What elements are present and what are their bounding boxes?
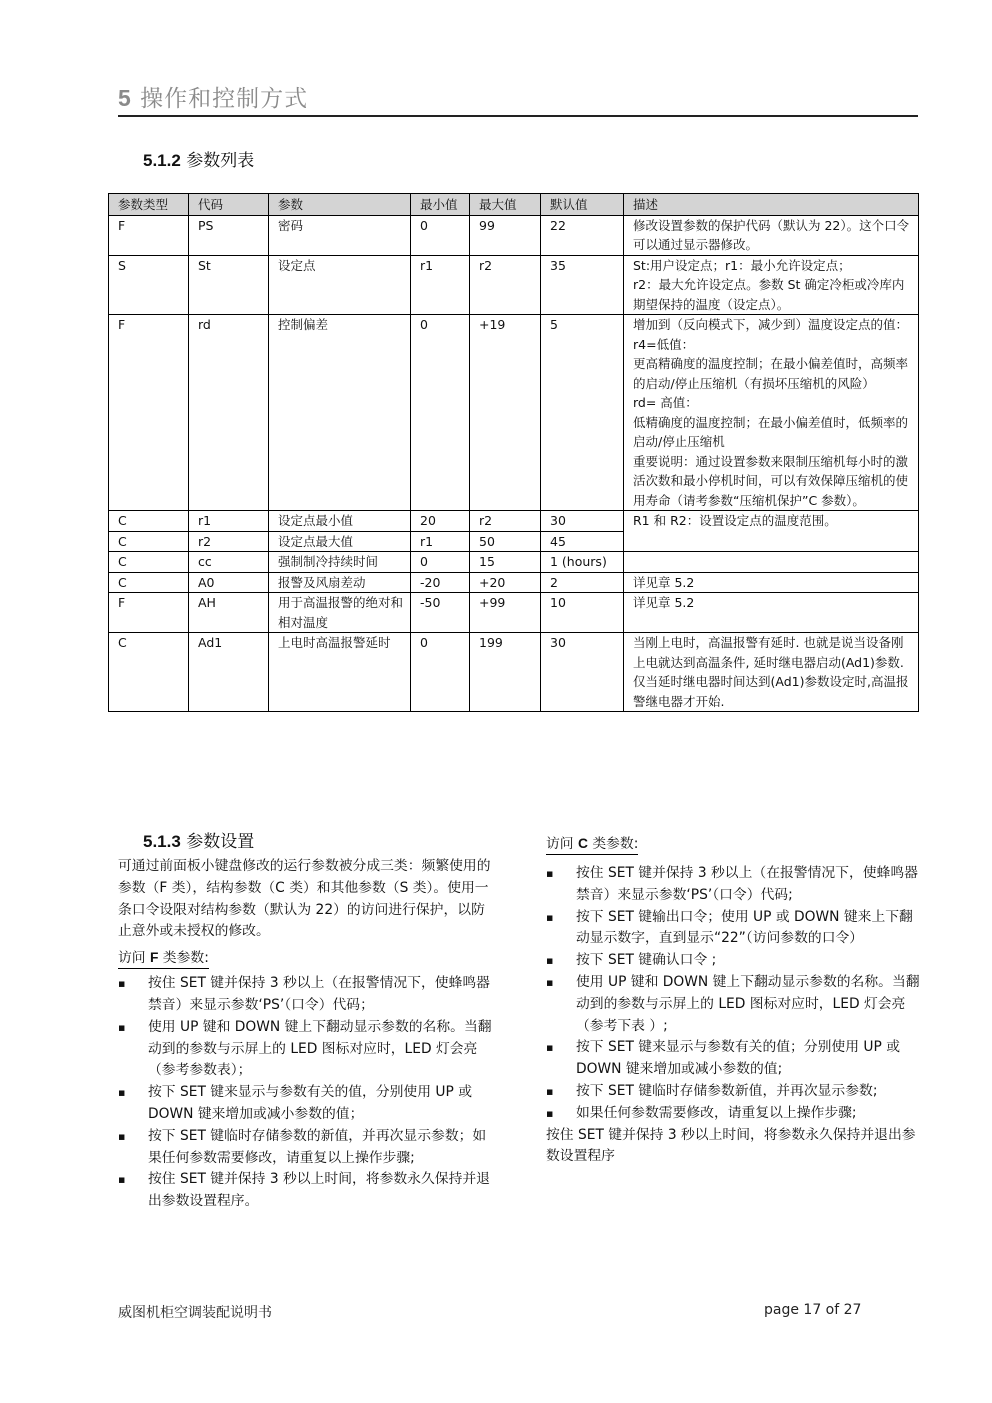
cell-max: +20: [470, 572, 541, 593]
cell-param: 设定点: [269, 255, 411, 315]
cell-default: 30: [541, 511, 624, 532]
cell-max: +99: [470, 593, 541, 633]
cell-min: r1: [411, 255, 470, 315]
cell-type: S: [109, 255, 189, 315]
cell-max: +19: [470, 315, 541, 511]
cell-type: C: [109, 511, 189, 532]
list-item: ▪ 按下 SET 键来显示与参数有关的值；分别使用 UP 或 DOWN 键来增加或减小参数的值;: [546, 1037, 926, 1081]
cell-code: A0: [189, 572, 269, 593]
left-column: [118, 856, 498, 1213]
access-c-prefix: 访问: [546, 836, 578, 852]
cell-max: 199: [470, 633, 541, 712]
cell-desc: 修改设置参数的保护代码（默认为 22）。这个口令可以通过显示器修改。: [624, 215, 919, 255]
table-row: [109, 255, 919, 315]
section-5-1-3-heading: [143, 827, 254, 852]
cell-max: 99: [470, 215, 541, 255]
cell-desc: [624, 552, 919, 573]
table-row: [109, 572, 919, 593]
chapter-heading: [118, 80, 918, 117]
cell-default: 22: [541, 215, 624, 255]
header-desc: 描述: [624, 194, 919, 216]
access-f-heading: [118, 948, 209, 969]
header-param: 参数: [269, 194, 411, 216]
cell-max: r2: [470, 511, 541, 532]
section-5-1-2-heading: [143, 146, 254, 171]
cell-default: 35: [541, 255, 624, 315]
cell-type: C: [109, 633, 189, 712]
intro-paragraph: 可通过前面板小键盘修改的运行参数被分成三类：频繁使用的参数（F 类），结构参数（C 类）和其他参数（S 类）。使用一条口令设限对结构参数（默认为 22）的访问进行保护，以防止意外或未授权的修改。: [118, 858, 491, 940]
cell-min: 0: [411, 215, 470, 255]
section-title: 参数设置: [186, 832, 255, 852]
cell-desc: R1 和 R2：设置设定点的温度范围。: [624, 511, 919, 552]
cell-param: 强制制冷持续时间: [269, 552, 411, 573]
cell-param: 用于高温报警的绝对和相对温度: [269, 593, 411, 633]
cell-code: cc: [189, 552, 269, 573]
table-header-row: [109, 194, 919, 216]
cell-min: -20: [411, 572, 470, 593]
cell-default: 45: [541, 531, 624, 552]
access-c-suffix: 类参数:: [587, 836, 639, 852]
cell-default: 30: [541, 633, 624, 712]
cell-max: 50: [470, 531, 541, 552]
cell-desc: 当刚上电时，高温报警有延时. 也就是说当设备刚上电就达到高温条件, 延时继电器启动(Ad1)参数. 仅当延时继电器时间达到(Ad1)参数设定时,高温报警继电器才开始.: [624, 633, 919, 712]
cell-default: 1 (hours): [541, 552, 624, 573]
header-max: 最大值: [470, 194, 541, 216]
cell-code: Ad1: [189, 633, 269, 712]
parameter-table: [108, 193, 919, 712]
list-item: ▪ 按下 SET 键确认口令 ;: [546, 950, 926, 972]
cell-param: 密码: [269, 215, 411, 255]
cell-code: AH: [189, 593, 269, 633]
cell-code: PS: [189, 215, 269, 255]
cell-max: r2: [470, 255, 541, 315]
table-row: [109, 511, 919, 532]
cell-desc: St:用户设定点；r1：最小允许设定点； r2：最大允许设定点。参数 St 确定冷柜或冷库内期望保持的温度（设定点）。: [624, 255, 919, 315]
cell-param: 报警及风扇差动: [269, 572, 411, 593]
cell-desc: 详见章 5.2: [624, 572, 919, 593]
list-item: ▪ 按住 SET 键并保持 3 秒以上（在报警情况下，使蜂鸣器禁音）来显示参数‘PS’（口令）代码；: [118, 973, 498, 1017]
cell-max: 15: [470, 552, 541, 573]
list-item: ▪ 使用 UP 键和 DOWN 键上下翻动显示参数的名称。当翻动到的参数与示屏上的 LED 图标对应时，LED 灯会亮（参考参数表）；: [118, 1017, 498, 1082]
section-title: 参数列表: [186, 151, 255, 171]
header-code: 代码: [189, 194, 269, 216]
cell-type: F: [109, 593, 189, 633]
cell-min: 20: [411, 511, 470, 532]
access-f-steps: [118, 973, 498, 1213]
access-f-class: F: [149, 950, 159, 966]
cell-code: rd: [189, 315, 269, 511]
access-f-suffix: 类参数:: [158, 950, 209, 967]
cell-desc: 详见章 5.2: [624, 593, 919, 633]
cell-param: 设定点最小值: [269, 511, 411, 532]
list-item: ▪ 按下 SET 键输出口令；使用 UP 或 DOWN 键来上下翻动显示数字，直到显示“22”（访问参数的口令）: [546, 907, 926, 951]
cell-type: F: [109, 215, 189, 255]
section-number: 5.1.2: [143, 151, 181, 170]
table-row: [109, 315, 919, 511]
table-row: [109, 552, 919, 573]
access-f-prefix: 访问: [118, 950, 150, 967]
cell-param: 控制偏差: [269, 315, 411, 511]
table-row: [109, 215, 919, 255]
cell-code: r2: [189, 531, 269, 552]
access-c-heading: [546, 834, 638, 855]
cell-type: C: [109, 572, 189, 593]
cell-default: 5: [541, 315, 624, 511]
list-item: ▪ 按住 SET 键并保持 3 秒以上时间，将参数永久保持并退出参数设置程序。: [118, 1169, 498, 1213]
header-default: 默认值: [541, 194, 624, 216]
cell-min: 0: [411, 315, 470, 511]
table-row: [109, 633, 919, 712]
access-c-steps: [546, 863, 926, 1125]
section-number: 5.1.3: [143, 832, 181, 851]
cell-type: C: [109, 552, 189, 573]
access-c-closing: 按住 SET 键并保持 3 秒以上时间，将参数永久保持并退出参数设置程序: [546, 1126, 916, 1165]
list-item: ▪ 使用 UP 键和 DOWN 键上下翻动显示参数的名称。当翻动到的参数与示屏上的 LED 图标对应时，LED 灯会亮（参考下表 ）;: [546, 972, 926, 1037]
cell-type: F: [109, 315, 189, 511]
right-column: [546, 830, 926, 1168]
header-type: 参数类型: [109, 194, 189, 216]
cell-code: St: [189, 255, 269, 315]
list-item: ▪ 按下 SET 键临时存储参数新值，并再次显示参数;: [546, 1081, 926, 1103]
chapter-number: 5: [118, 85, 132, 111]
cell-min: 0: [411, 552, 470, 573]
access-c-class: C: [577, 836, 588, 851]
cell-type: C: [109, 531, 189, 552]
cell-min: -50: [411, 593, 470, 633]
cell-default: 2: [541, 572, 624, 593]
chapter-title: 操作和控制方式: [140, 86, 309, 112]
cell-code: r1: [189, 511, 269, 532]
footer-page-number: page 17 of 27: [764, 1302, 862, 1318]
cell-desc: 增加到（反向模式下，减少到）温度设定点的值： r4=低值： 更高精确度的温度控制；在最小偏差值时，高频率的启动/停止压缩机（有损坏压缩机的风险） rd= 高值： 低精确度的温度控制；在最小偏差值时，低频率的启动/停止压缩机 重要说明：通过设置参数来限制压缩机每小时的激活次数和最小停机时间，可以有效保障压缩机的使用寿命（请考参数“压缩机保护”C 参数）。: [624, 315, 919, 511]
list-item: ▪ 如果任何参数需要修改，请重复以上操作步骤;: [546, 1103, 926, 1125]
footer-document-title: 威图机柜空调装配说明书: [118, 1305, 272, 1321]
cell-min: 0: [411, 633, 470, 712]
table-row: [109, 593, 919, 633]
header-min: 最小值: [411, 194, 470, 216]
list-item: ▪ 按下 SET 键临时存储参数的新值，并再次显示参数；如果任何参数需要修改，请重复以上操作步骤;: [118, 1126, 498, 1170]
list-item: ▪ 按下 SET 键来显示与参数有关的值，分别使用 UP 或 DOWN 键来增加或减小参数的值；: [118, 1082, 498, 1126]
cell-param: 设定点最大值: [269, 531, 411, 552]
cell-min: r1: [411, 531, 470, 552]
cell-default: 10: [541, 593, 624, 633]
cell-param: 上电时高温报警延时: [269, 633, 411, 712]
list-item: ▪ 按住 SET 键并保持 3 秒以上（在报警情况下，使蜂鸣器禁音）来显示参数‘PS’（口令）代码;: [546, 863, 926, 907]
